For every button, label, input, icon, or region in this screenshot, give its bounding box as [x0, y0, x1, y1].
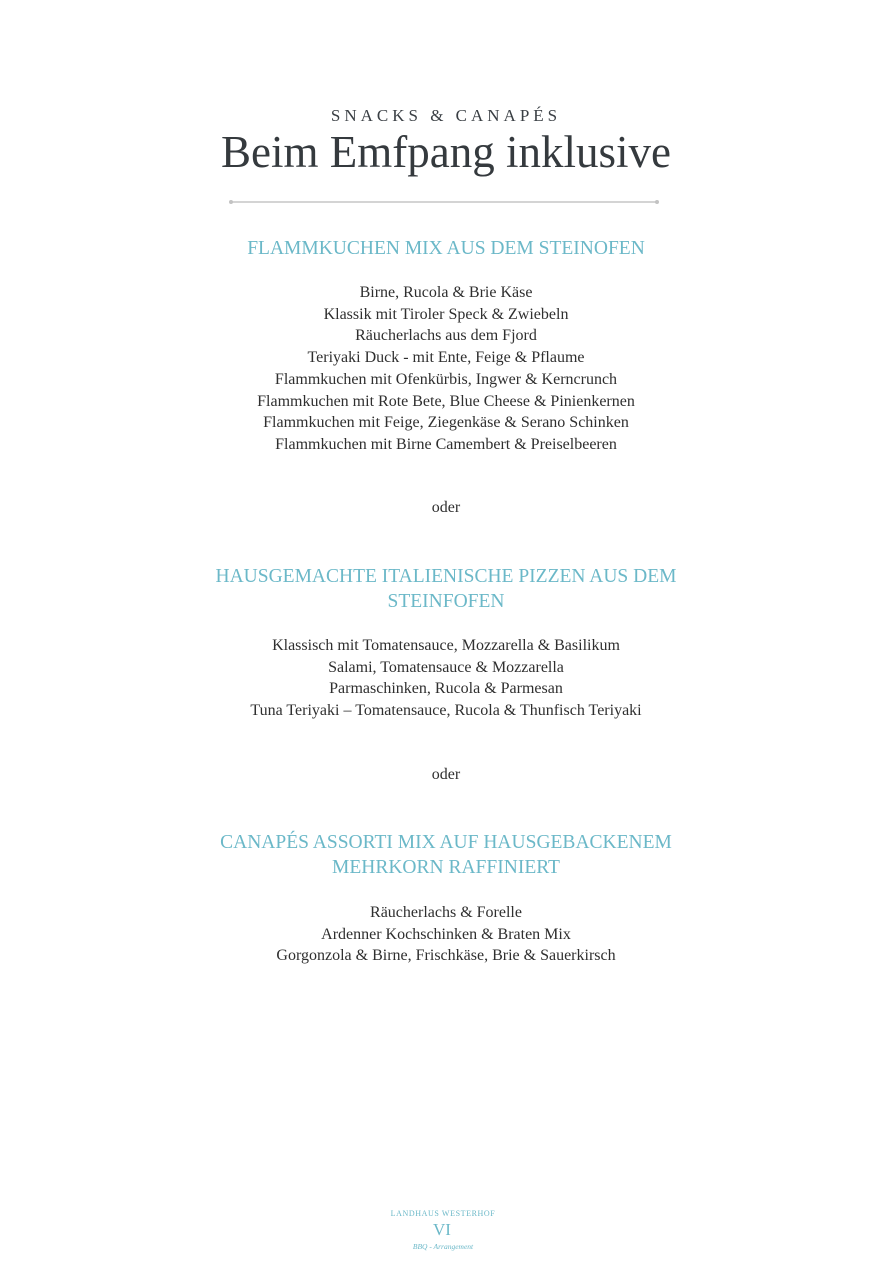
menu-item: Klassik mit Tiroler Speck & Zwiebeln	[323, 305, 569, 323]
page-number: VI	[433, 1220, 451, 1239]
page-eyebrow: SNACKS & CANAPÉS	[330, 106, 562, 125]
section-heading-flammkuchen	[150, 236, 742, 261]
section-heading-canapes	[150, 830, 742, 880]
menu-item: Teriyaki Duck - mit Ente, Feige & Pflaume	[307, 349, 585, 367]
page-title: Beim Emfpang inklusive	[221, 127, 671, 177]
separator-oder: oder	[431, 766, 461, 783]
footer-brand: LANDHAUS WESTERHOF	[390, 1209, 496, 1218]
menu-item: Salami, Tomatensauce & Mozzarella	[328, 658, 564, 676]
section-items-pizzen	[150, 635, 742, 722]
section-heading-pizzen	[150, 564, 742, 614]
menu-item: Birne, Rucola & Brie Käse	[359, 284, 533, 301]
menu-item: Räucherlachs & Forelle	[370, 904, 522, 921]
menu-item: Ardenner Kochschinken & Braten Mix	[321, 925, 571, 943]
menu-item: Räucherlachs aus dem Fjord	[355, 327, 537, 345]
footer-subtitle: BBQ - Arrangement	[412, 1242, 474, 1251]
section-heading-line: FLAMMKUCHEN MIX AUS DEM STEINOFEN	[247, 238, 645, 259]
menu-item: Flammkuchen mit Feige, Ziegenkäse & Serano Schinken	[263, 414, 629, 432]
section-items-canapes	[150, 902, 742, 967]
menu-item: Tuna Teriyaki – Tomatensauce, Rucola & Thunfisch Teriyaki	[250, 702, 642, 720]
menu-item: Parmaschinken, Rucola & Parmesan	[329, 680, 563, 698]
section-heading-line: STEINFOFEN	[387, 591, 505, 612]
menu-item: Flammkuchen mit Ofenkürbis, Ingwer & Kerncrunch	[274, 370, 618, 388]
menu-item: Gorgonzola & Birne, Frischkäse, Brie & Sauerkirsch	[276, 947, 616, 965]
menu-item: Flammkuchen mit Rote Bete, Blue Cheese & Pinienkernen	[257, 392, 635, 410]
menu-item: Klassisch mit Tomatensauce, Mozzarella & Basilikum	[272, 637, 620, 654]
separator-oder: oder	[431, 499, 461, 516]
section-heading-line: HAUSGEMACHTE ITALIENISCHE PIZZEN AUS DEM	[215, 566, 677, 587]
menu-item: Flammkuchen mit Birne Camembert & Preiselbeeren	[275, 435, 617, 453]
section-items-flammkuchen	[150, 282, 742, 456]
section-heading-line: CANAPÉS ASSORTI MIX AUF HAUSGEBACKENEM	[220, 832, 672, 853]
title-divider	[231, 201, 657, 203]
section-heading-line: MEHRKORN RAFFINIERT	[332, 857, 560, 878]
